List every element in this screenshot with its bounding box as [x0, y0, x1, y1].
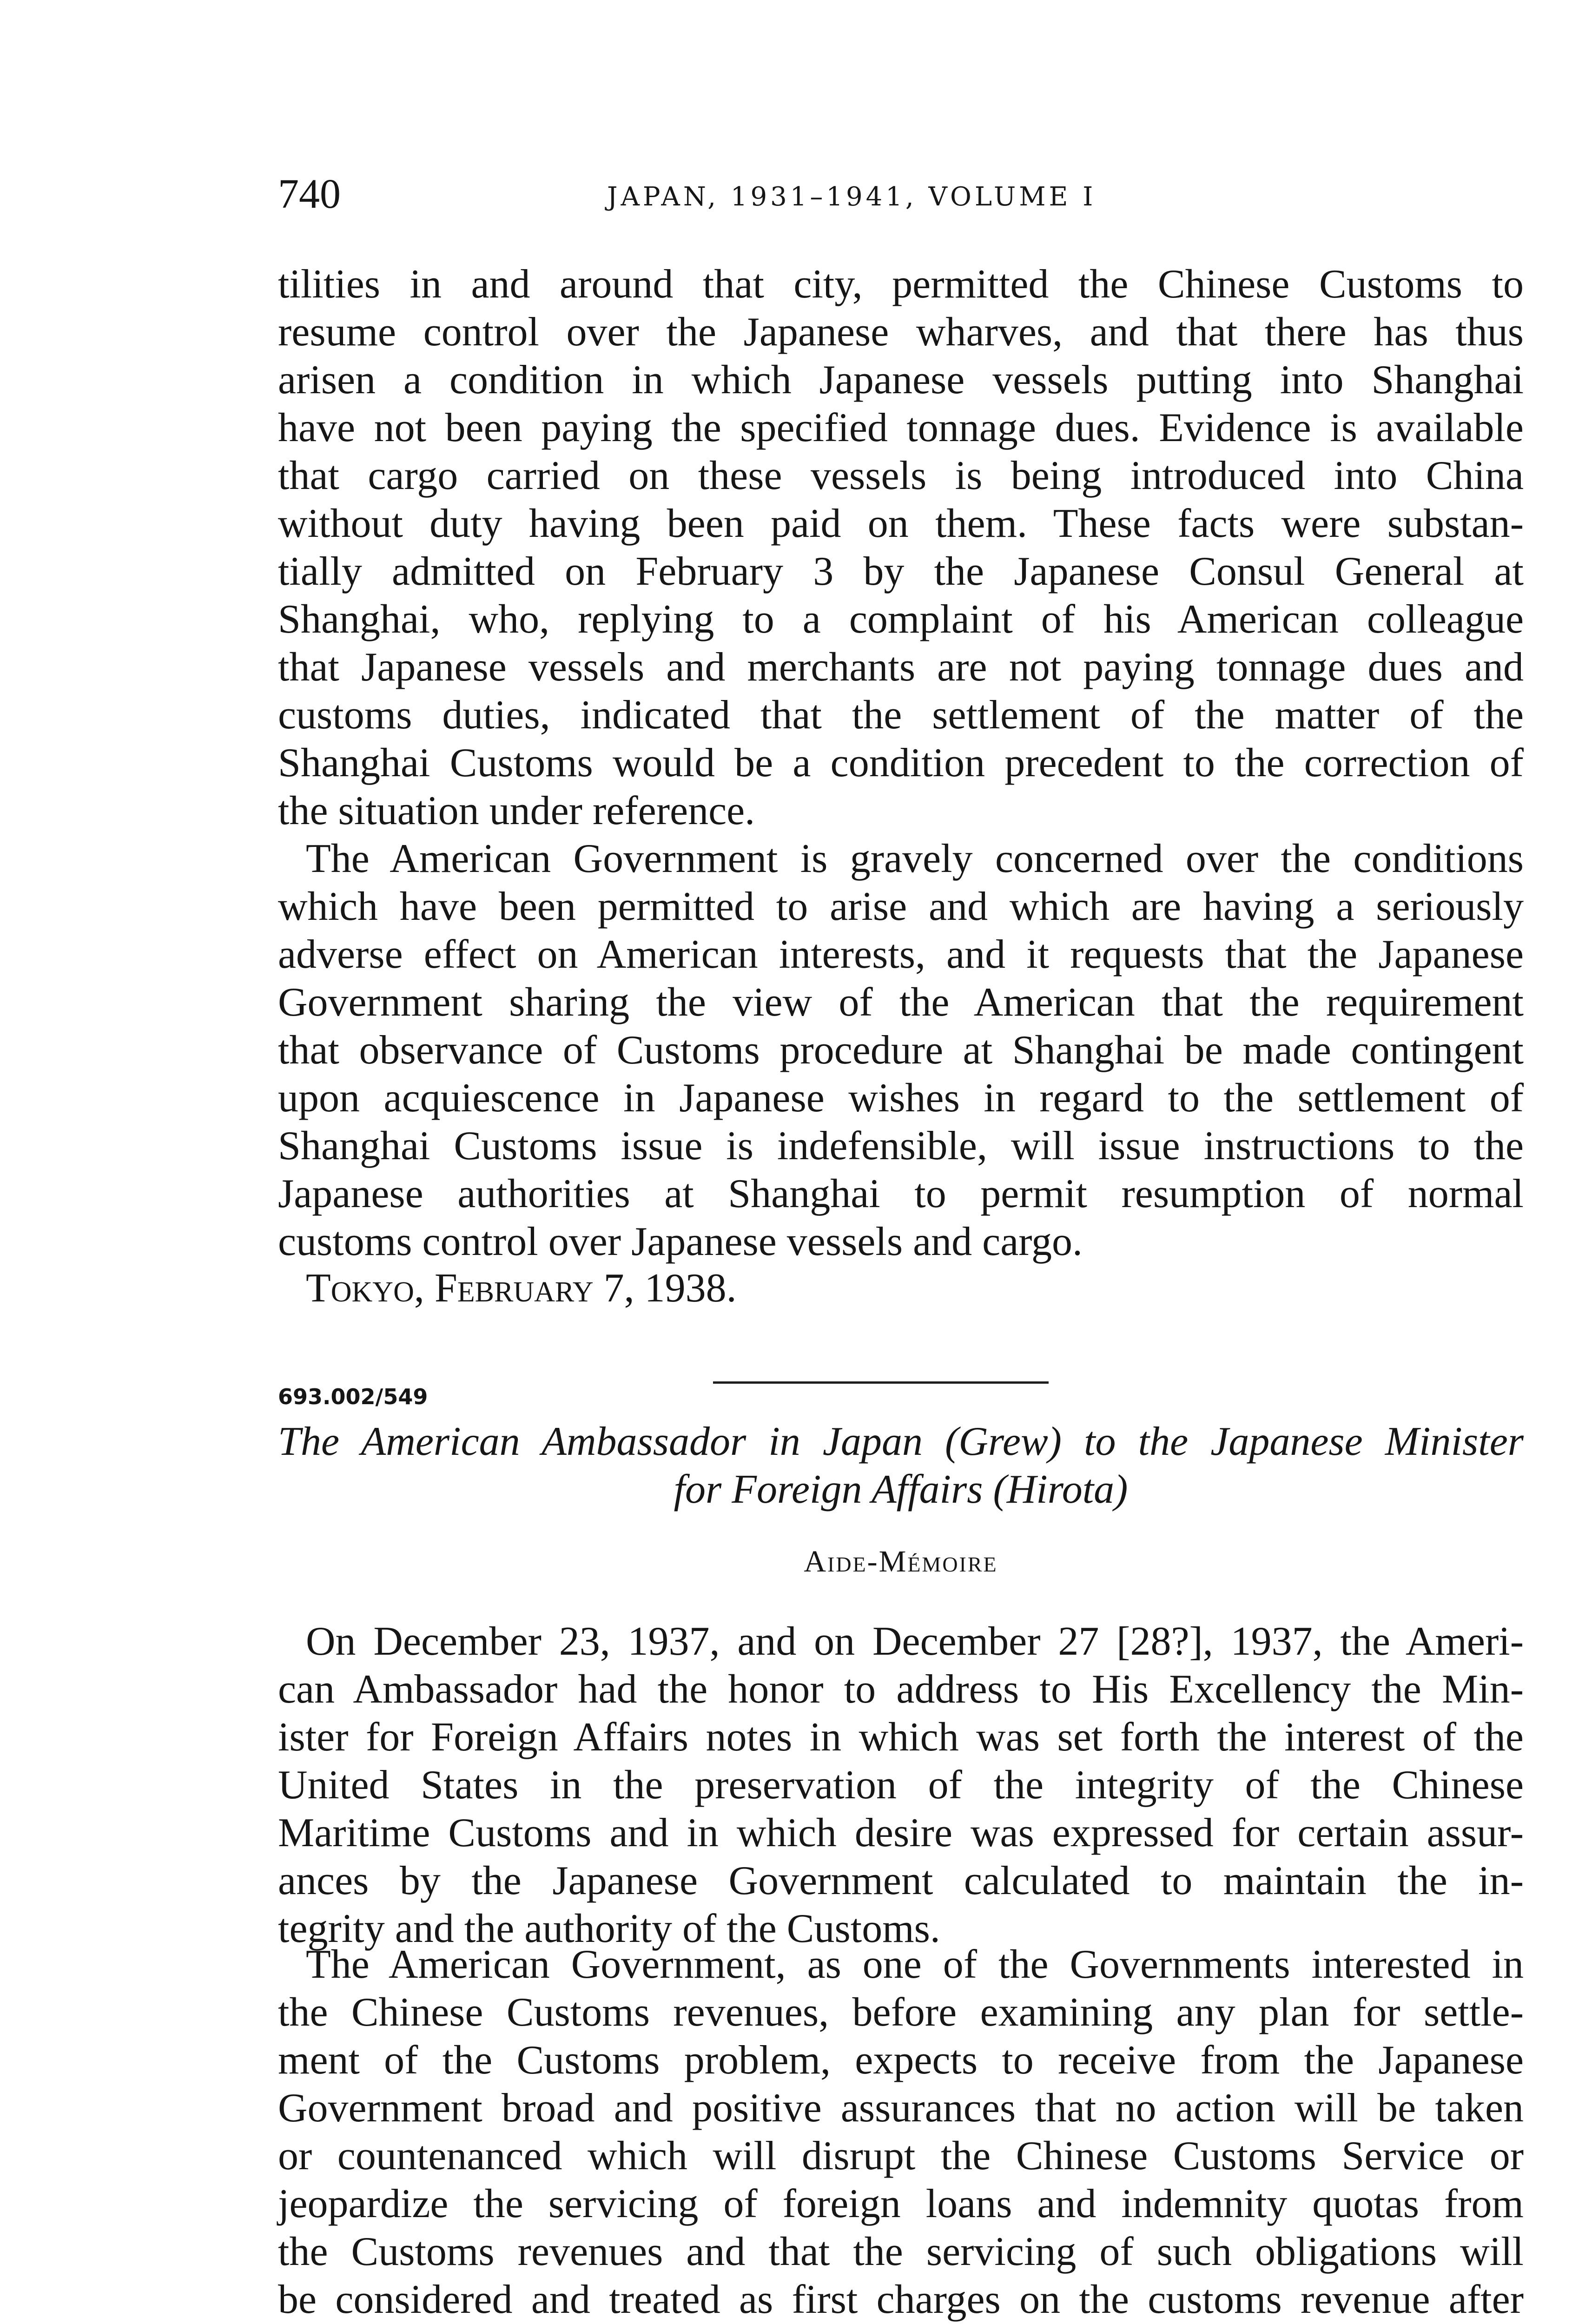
- running-head: JAPAN, 1931–1941, VOLUME I: [607, 182, 1096, 212]
- text-line: Shanghai Customs would be a condition precedent to the correction of: [278, 740, 1524, 786]
- text-line: tegrity and the authority of the Customs.: [278, 1906, 940, 1951]
- text-line: Maritime Customs and in which desire was expressed for certain assur-: [278, 1810, 1524, 1855]
- text-line: resume control over the Japanese wharves, and that there has thus: [278, 310, 1524, 355]
- title-line-2: for Foreign Affairs (Hirota): [674, 1467, 1128, 1512]
- text-line: which have been permitted to arise and which are having a seriously: [278, 884, 1524, 929]
- text-line: that cargo carried on these vessels is being introduced into China: [278, 453, 1524, 498]
- text-line: the situation under reference.: [278, 788, 755, 833]
- text-line: that observance of Customs procedure at Shanghai be made contingent: [278, 1028, 1524, 1073]
- text-line: customs control over Japanese vessels and cargo.: [278, 1219, 1083, 1264]
- document-title: [278, 1418, 1524, 1513]
- text-line: Shanghai, who, replying to a complaint of his American colleague: [278, 597, 1524, 642]
- section-divider: [713, 1381, 1049, 1384]
- text-line: customs duties, indicated that the settlement of the matter of the: [278, 693, 1524, 738]
- document-subtitle: Aide-Mémoire: [804, 1545, 998, 1578]
- text-line: arisen a condition in which Japanese vessels putting into Shanghai: [278, 357, 1524, 403]
- text-line: be considered and treated as first charges on the customs revenue after: [278, 2277, 1524, 2322]
- text-line: tially admitted on February 3 by the Japanese Consul General at: [278, 549, 1524, 594]
- section1-paragraph-2: [278, 835, 1524, 1266]
- aide-memoire-paragraph-1: [278, 1618, 1524, 1953]
- text-line: jeopardize the servicing of foreign loans and indemnity quotas from: [278, 2181, 1524, 2226]
- text-line: the Customs revenues and that the servicing of such obligations will: [278, 2229, 1524, 2274]
- text-line: can Ambassador had the honor to address to His Excellency the Min-: [278, 1667, 1524, 1712]
- text-line: tilities in and around that city, permitted the Chinese Customs to: [278, 262, 1524, 307]
- text-line: Shanghai Customs issue is indefensible, will issue instructions to the: [278, 1123, 1524, 1169]
- text-line: or countenanced which will disrupt the Chinese Customs Service or: [278, 2133, 1524, 2179]
- text-line: adverse effect on American interests, and it requests that the Japanese: [278, 932, 1524, 977]
- text-line: On December 23, 1937, and on December 27 [28?], 1937, the Ameri-: [306, 1619, 1524, 1664]
- text-line: Government sharing the view of the American that the requirement: [278, 980, 1524, 1025]
- text-line: The American Government is gravely concerned over the conditions: [306, 836, 1524, 881]
- aide-memoire-paragraph-2: [278, 1941, 1524, 2324]
- text-line: upon acquiescence in Japanese wishes in regard to the settlement of: [278, 1076, 1524, 1121]
- title-line-1: The American Ambassador in Japan (Grew) to the Japanese Minister: [278, 1419, 1524, 1464]
- text-line: The American Government, as one of the Governments interested in: [306, 1942, 1524, 1987]
- page-header: [278, 167, 1524, 223]
- dateline: Tokyo, February 7, 1938.: [306, 1266, 737, 1311]
- text-line: ances by the Japanese Government calculated to maintain the in-: [278, 1858, 1524, 1903]
- text-line: ment of the Customs problem, expects to receive from the Japanese: [278, 2038, 1524, 2083]
- text-line: Government broad and positive assurances that no action will be taken: [278, 2086, 1524, 2131]
- text-line: Japanese authorities at Shanghai to permit resumption of normal: [278, 1171, 1524, 1216]
- file-number: 693.002/549: [278, 1384, 428, 1409]
- text-line: have not been paying the specified tonnage dues. Evidence is available: [278, 405, 1524, 450]
- text-line: that Japanese vessels and merchants are not paying tonnage dues and: [278, 645, 1524, 690]
- text-line: the Chinese Customs revenues, before examining any plan for settle-: [278, 1990, 1524, 2035]
- text-line: ister for Foreign Affairs notes in which was set forth the interest of the: [278, 1715, 1524, 1760]
- page-number: 740: [278, 171, 341, 217]
- text-line: without duty having been paid on them. These facts were substan-: [278, 501, 1524, 546]
- text-line: United States in the preservation of the integrity of the Chinese: [278, 1763, 1524, 1808]
- section1-paragraph-1: [278, 260, 1524, 835]
